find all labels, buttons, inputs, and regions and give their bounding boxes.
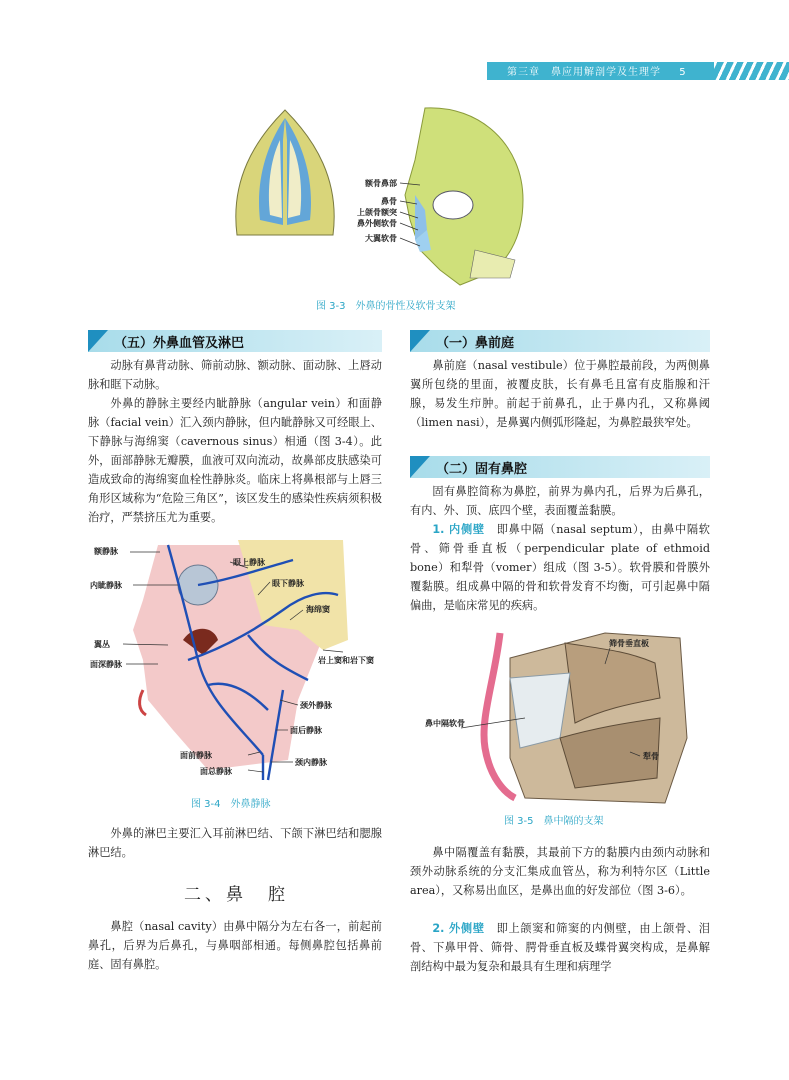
section-2-heading bbox=[410, 456, 710, 478]
para-proper-cavity: 固有鼻腔简称为鼻腔，前界为鼻内孔，后界为后鼻孔，有内、外、顶、底四个壁，表面覆盖黏膜。 bbox=[410, 485, 710, 517]
section-1-title: （一）鼻前庭 bbox=[436, 336, 515, 351]
section-marker bbox=[88, 330, 108, 352]
fig34-label-inf-ophthalmic: 眼下静脉 bbox=[272, 579, 304, 588]
fig35-label-perpendicular-plate: 筛骨垂直板 bbox=[609, 639, 649, 648]
fig33-label-maxilla: 上颌骨额突 bbox=[357, 208, 397, 217]
lateral-wall-heading: 2. 外侧壁 bbox=[432, 922, 485, 935]
medial-wall-text: 即鼻中隔（nasal septum），由鼻中隔软骨、筛骨垂直板（perpendicular plate of ethmoid bone）和犁骨（vomer）组成（图 3-5）。软骨膜和骨膜外覆黏膜。组成鼻中隔的骨和软骨发育不均衡，可引起鼻中隔偏曲，是临床常见的疾病。 bbox=[410, 523, 710, 612]
medial-wall-heading: 1. 内侧壁 bbox=[432, 523, 485, 536]
figure-3-4 bbox=[88, 540, 408, 790]
fig33-label-alar-cartilage: 大翼软骨 bbox=[365, 234, 397, 243]
fig35-caption: 图 3-5 鼻中隔的支架 bbox=[504, 816, 604, 827]
fig34-label-sup-ophthalmic: 眼上静脉 bbox=[233, 558, 265, 567]
section-marker bbox=[410, 330, 430, 352]
para-arteries: 动脉有鼻背动脉、筛前动脉、额动脉、面动脉、上唇动脉和眶下动脉。 bbox=[88, 359, 382, 391]
para-medial-wall bbox=[410, 520, 710, 615]
para-lateral-wall bbox=[410, 919, 710, 976]
section-1-heading bbox=[410, 330, 710, 352]
lateral-wall-text: 即上颌窦和筛窦的内侧壁，由上颌骨、泪骨、下鼻甲骨、筛骨、腭骨垂直板及蝶骨翼突构成，是鼻解剖结构中最为复杂和最具有生理和病理学 bbox=[410, 922, 710, 973]
fig34-caption: 图 3-4 外鼻静脉 bbox=[191, 799, 271, 810]
fig34-label-angular-vein: 内眦静脉 bbox=[90, 581, 122, 590]
section-marker bbox=[410, 456, 430, 478]
para-little-area: 鼻中隔覆盖有黏膜，其最前下方的黏膜内由颈内动脉和颈外动脉系统的分支汇集成血管丛，称为利特尔区（Little area），又称易出血区，是鼻出血的好发部位（图 3-6）。 bbox=[410, 846, 710, 897]
fig33-label-lateral-cartilage: 鼻外侧软骨 bbox=[357, 219, 397, 228]
fig35-label-vomer: 犁骨 bbox=[643, 752, 659, 761]
chapter-title: 第三章 鼻应用解剖学及生理学 bbox=[507, 67, 661, 78]
fig34-label-int-jugular: 颈内静脉 bbox=[295, 758, 327, 767]
fig34-label-ant-facial: 面前静脉 bbox=[180, 751, 212, 760]
figure-3-3 bbox=[225, 100, 525, 290]
para-vestibule: 鼻前庭（nasal vestibule）位于鼻腔最前段，为两侧鼻翼所包绕的里面，被覆皮肤，长有鼻毛且富有皮脂腺和汗腺，易发生疖肿。前起于前鼻孔，止于鼻内孔，又称鼻阈（limen nasi），是鼻翼内侧弧形隆起，为鼻腔最狭窄处。 bbox=[410, 359, 710, 429]
section-2-title: （二）固有鼻腔 bbox=[436, 462, 528, 477]
fig34-label-deep-facial: 面深静脉 bbox=[90, 660, 122, 669]
fig34-label-frontal-vein: 额静脉 bbox=[94, 547, 118, 556]
fig34-label-retromandibular: 面后静脉 bbox=[290, 726, 322, 735]
header-stripes bbox=[714, 62, 789, 80]
fig34-label-cavernous-sinus: 海绵窦 bbox=[306, 605, 330, 614]
fig33-caption: 图 3-3 外鼻的骨性及软骨支架 bbox=[316, 301, 456, 312]
fig35-label-septal-cartilage: 鼻中隔软骨 bbox=[425, 719, 465, 728]
para-veins: 外鼻的静脉主要经内眦静脉（angular vein）和面静脉（facial vein）汇入颈内静脉，但内眦静脉又可经眼上、下静脉与海绵窦（cavernous sinus）相通（图 3-4）。此外，面部静脉无瓣膜，血液可双向流动，故鼻部皮肤感染可造成致命的海绵窦血栓性静脉炎。临床上将鼻根部与上唇三角形区域称为“危险三角区”，该区发生的感染性疾病须积极治疗，严禁挤压尤为重要。 bbox=[88, 397, 382, 524]
para-lymph: 外鼻的淋巴主要汇入耳前淋巴结、下颌下淋巴结和腮腺淋巴结。 bbox=[88, 827, 382, 859]
running-header bbox=[507, 63, 687, 78]
fig33-label-nasal-bone: 鼻骨 bbox=[381, 197, 397, 206]
fig34-label-petrosal-sinus: 岩上窦和岩下窦 bbox=[318, 656, 374, 665]
page-number: 5 bbox=[679, 67, 687, 78]
fig34-label-pterygoid-plexus: 翼丛 bbox=[94, 640, 110, 649]
figure-3-5 bbox=[425, 628, 695, 808]
fig33-label-frontal: 额骨鼻部 bbox=[365, 179, 397, 188]
chapter-section-heading: 二、鼻 腔 bbox=[184, 885, 289, 905]
section-5-heading bbox=[88, 330, 382, 352]
para-nasal-cavity: 鼻腔（nasal cavity）由鼻中隔分为左右各一，前起前鼻孔，后界为后鼻孔，与鼻咽部相通。每侧鼻腔包括鼻前庭、固有鼻腔。 bbox=[88, 920, 382, 971]
fig34-label-ext-jugular: 颈外静脉 bbox=[300, 701, 332, 710]
section-5-title: （五）外鼻血管及淋巴 bbox=[114, 336, 245, 351]
fig34-label-common-facial: 面总静脉 bbox=[200, 767, 232, 776]
